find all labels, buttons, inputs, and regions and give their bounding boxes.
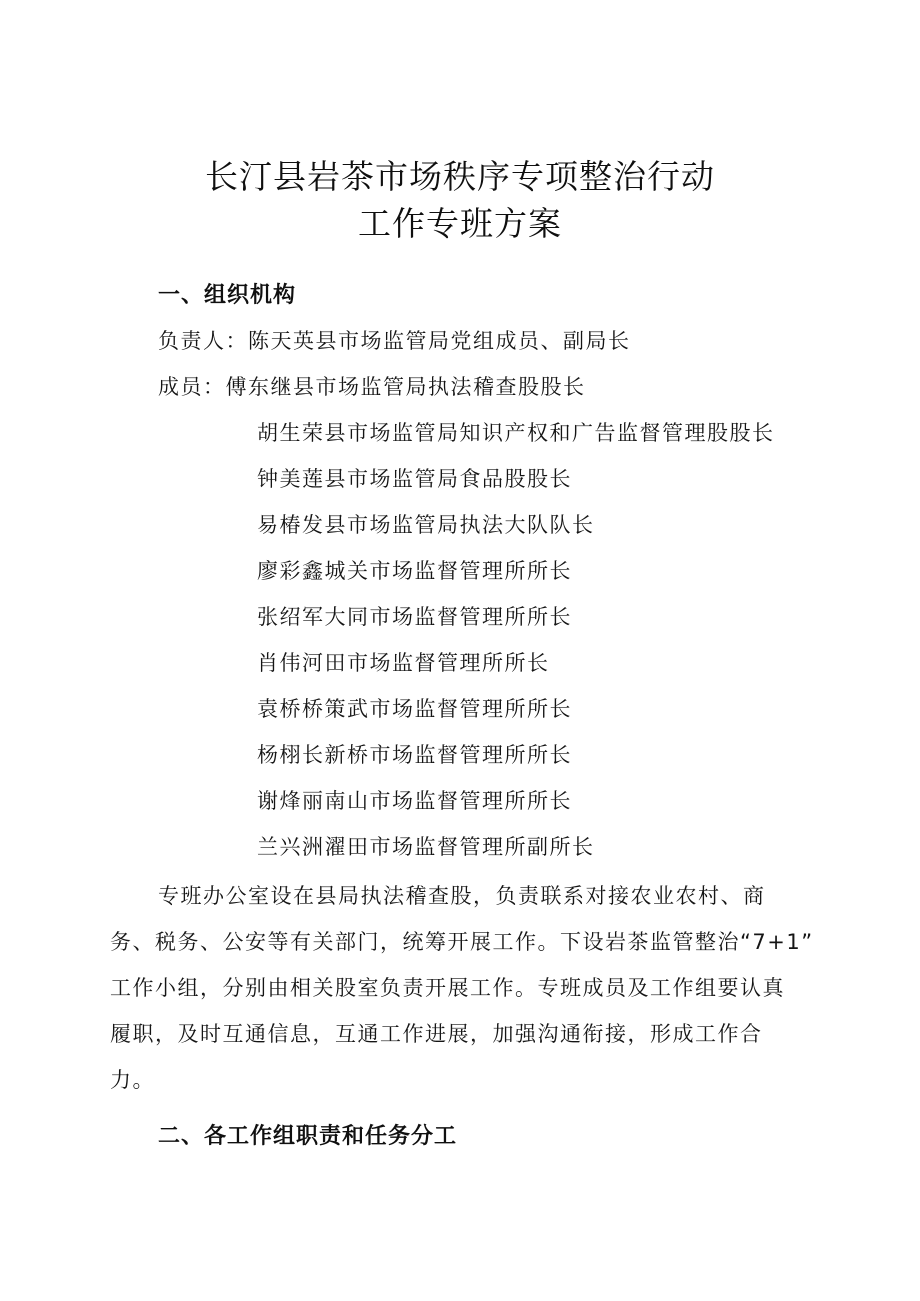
members-intro-line: 成员：傅东继县市场监管局执法稽查股股长 bbox=[158, 375, 586, 399]
member-line: 肖伟河田市场监督管理所所长 bbox=[257, 651, 550, 675]
member-line: 杨栩长新桥市场监督管理所所长 bbox=[257, 743, 572, 767]
member-line: 钟美莲县市场监管局食品股股长 bbox=[257, 467, 572, 491]
paragraph-line: 务、税务、公安等有关部门，统筹开展工作。下设岩茶监管整治“7+1” bbox=[110, 930, 814, 954]
paragraph-line: 履职，及时互通信息，互通工作进展，加强沟通衔接，形成工作合 bbox=[110, 1022, 763, 1046]
section-heading-organization: 一、组织机构 bbox=[158, 283, 297, 308]
document-title-line-1: 长汀县岩茶市场秩序专项整治行动 bbox=[205, 157, 715, 196]
paragraph-line: 专班办公室设在县局执法稽查股，负责联系对接农业农村、商 bbox=[158, 884, 766, 908]
paragraph-line: 力。 bbox=[110, 1068, 155, 1092]
member-line: 胡生荣县市场监管局知识产权和广告监督管理股股长 bbox=[257, 421, 775, 445]
member-line: 张绍军大同市场监督管理所所长 bbox=[257, 605, 572, 629]
member-line: 袁桥桥策武市场监督管理所所长 bbox=[257, 697, 572, 721]
member-line: 易椿发县市场监管局执法大队队长 bbox=[257, 513, 595, 537]
leader-line: 负责人：陈天英县市场监管局党组成员、副局长 bbox=[158, 329, 631, 353]
document-title-line-2: 工作专班方案 bbox=[358, 204, 562, 243]
paragraph-line: 工作小组，分别由相关股室负责开展工作。专班成员及工作组要认真 bbox=[110, 976, 785, 1000]
section-heading-responsibilities: 二、各工作组职责和任务分工 bbox=[158, 1124, 458, 1149]
member-line: 谢烽丽南山市场监督管理所所长 bbox=[257, 789, 572, 813]
member-line: 兰兴洲濯田市场监督管理所副所长 bbox=[257, 835, 595, 859]
member-line: 廖彩鑫城关市场监督管理所所长 bbox=[257, 559, 572, 583]
